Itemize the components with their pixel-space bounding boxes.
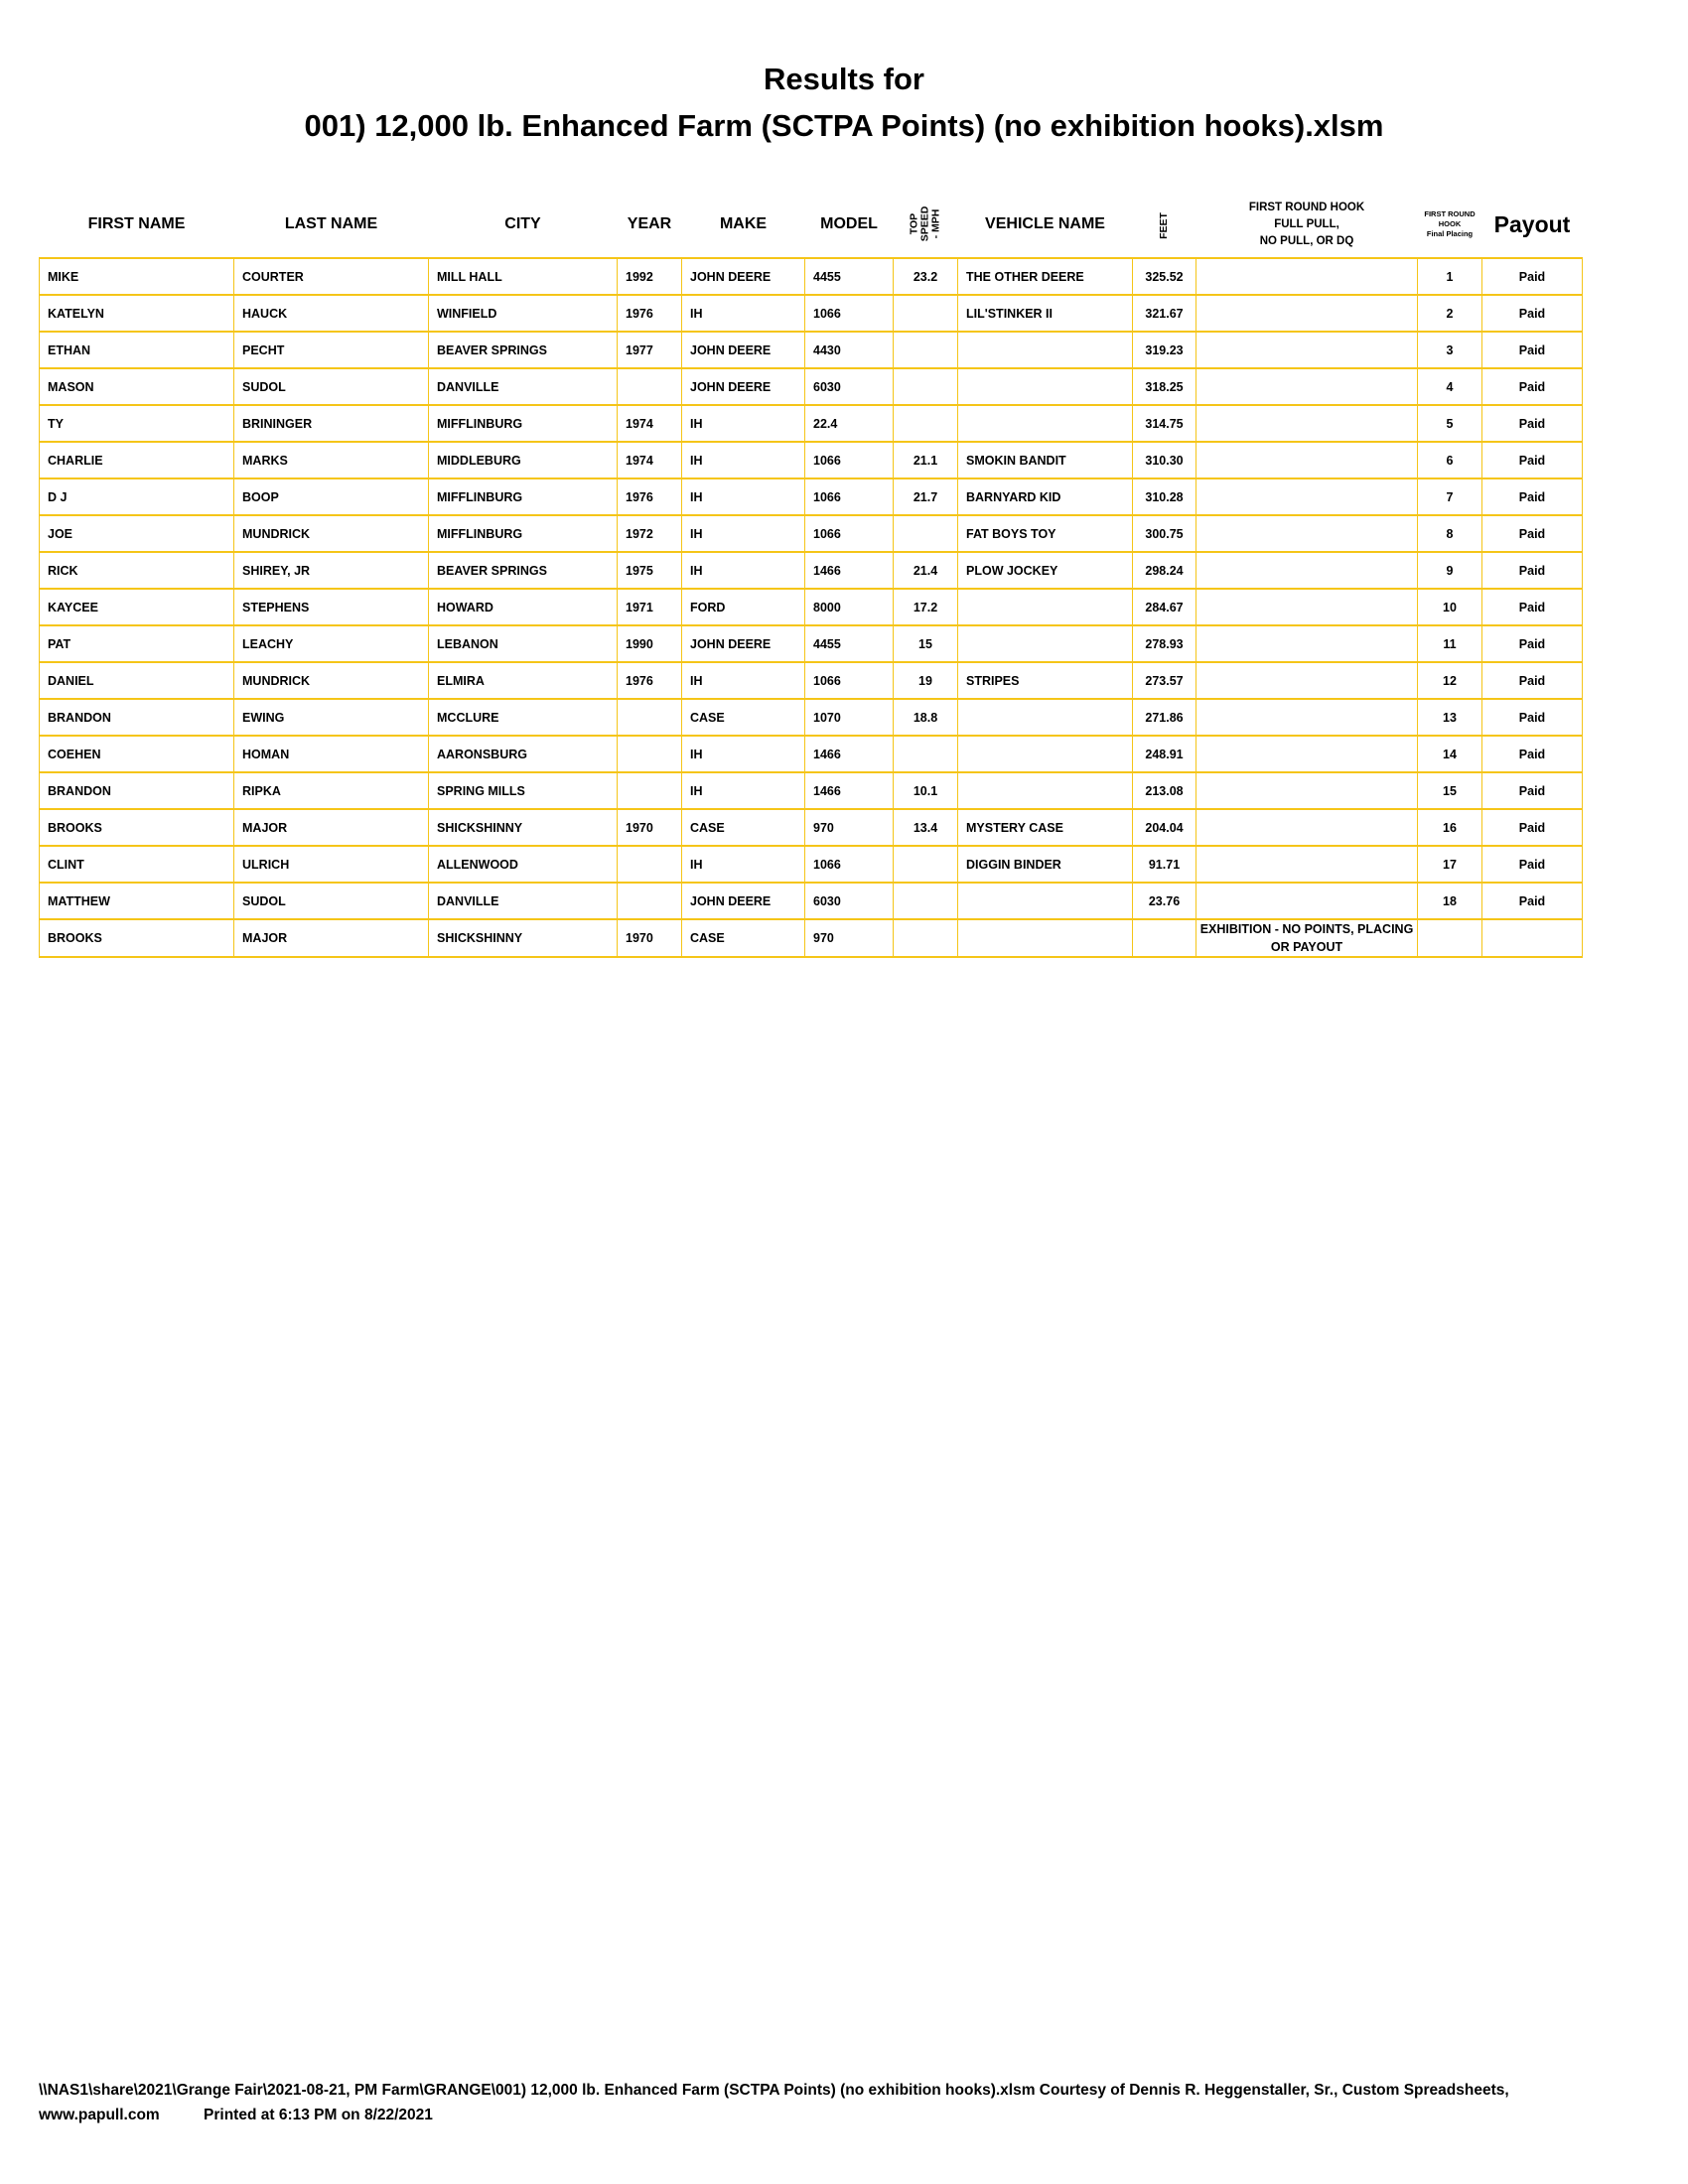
year-cell: 1971 — [618, 589, 682, 625]
vehicle-name-cell — [958, 736, 1133, 772]
feet-cell: 284.67 — [1133, 589, 1196, 625]
table-row — [40, 332, 1583, 368]
col-header-feet: FEET — [1133, 192, 1196, 258]
city-cell: HOWARD — [429, 589, 618, 625]
placing-cell: 11 — [1418, 625, 1482, 662]
make-cell: IH — [682, 442, 805, 478]
hook-status-cell — [1196, 846, 1418, 883]
first-name-cell: BROOKS — [40, 809, 234, 846]
year-cell — [618, 883, 682, 919]
make-cell: CASE — [682, 919, 805, 957]
last-name-cell: BOOP — [234, 478, 429, 515]
city-cell: LEBANON — [429, 625, 618, 662]
model-cell: 1066 — [805, 846, 894, 883]
vehicle-name-cell: SMOKIN BANDIT — [958, 442, 1133, 478]
top-speed-cell: 17.2 — [894, 589, 958, 625]
payout-cell — [1482, 919, 1583, 957]
model-cell: 4455 — [805, 625, 894, 662]
model-cell: 1066 — [805, 662, 894, 699]
make-cell: IH — [682, 846, 805, 883]
feet-cell: 23.76 — [1133, 883, 1196, 919]
top-speed-cell — [894, 368, 958, 405]
top-speed-cell — [894, 846, 958, 883]
make-cell: IH — [682, 515, 805, 552]
table-row — [40, 699, 1583, 736]
year-cell: 1974 — [618, 405, 682, 442]
header-row — [40, 192, 1583, 258]
feet-cell: 273.57 — [1133, 662, 1196, 699]
hook-status-cell: EXHIBITION - NO POINTS, PLACING OR PAYOUT — [1196, 919, 1418, 957]
city-cell: MILL HALL — [429, 258, 618, 295]
vehicle-name-cell: STRIPES — [958, 662, 1133, 699]
table-row — [40, 552, 1583, 589]
table-row — [40, 883, 1583, 919]
table-row — [40, 772, 1583, 809]
make-cell: JOHN DEERE — [682, 258, 805, 295]
feet-cell — [1133, 919, 1196, 957]
year-cell: 1976 — [618, 662, 682, 699]
vehicle-name-cell — [958, 405, 1133, 442]
year-cell — [618, 846, 682, 883]
payout-cell: Paid — [1482, 809, 1583, 846]
make-cell: IH — [682, 478, 805, 515]
vehicle-name-cell: LIL'STINKER II — [958, 295, 1133, 332]
vehicle-name-cell — [958, 589, 1133, 625]
city-cell: BEAVER SPRINGS — [429, 332, 618, 368]
first-name-cell: DANIEL — [40, 662, 234, 699]
model-cell: 970 — [805, 919, 894, 957]
vehicle-name-cell — [958, 625, 1133, 662]
year-cell: 1976 — [618, 295, 682, 332]
placing-cell: 10 — [1418, 589, 1482, 625]
top-speed-cell: 10.1 — [894, 772, 958, 809]
last-name-cell: MAJOR — [234, 919, 429, 957]
top-speed-cell — [894, 405, 958, 442]
results-body — [40, 258, 1583, 957]
col-header-payout: Payout — [1482, 192, 1583, 258]
hook-status-cell — [1196, 809, 1418, 846]
make-cell: CASE — [682, 699, 805, 736]
placing-cell: 18 — [1418, 883, 1482, 919]
col-header-top-speed: TOP SPEED - MPH — [894, 192, 958, 258]
vehicle-name-cell: DIGGIN BINDER — [958, 846, 1133, 883]
report-subtitle: 001) 12,000 lb. Enhanced Farm (SCTPA Points) (no exhibition hooks).xlsm — [304, 108, 1384, 143]
table-row — [40, 625, 1583, 662]
payout-cell: Paid — [1482, 772, 1583, 809]
col-header-first-name: FIRST NAME — [40, 192, 234, 258]
city-cell: ALLENWOOD — [429, 846, 618, 883]
payout-cell: Paid — [1482, 405, 1583, 442]
hook-status-cell — [1196, 699, 1418, 736]
last-name-cell: SUDOL — [234, 368, 429, 405]
hook-status-cell — [1196, 552, 1418, 589]
year-cell: 1970 — [618, 919, 682, 957]
placing-cell: 17 — [1418, 846, 1482, 883]
table-row — [40, 515, 1583, 552]
city-cell: SHICKSHINNY — [429, 809, 618, 846]
col-header-year: YEAR — [618, 192, 682, 258]
payout-cell: Paid — [1482, 258, 1583, 295]
make-cell: IH — [682, 772, 805, 809]
year-cell — [618, 736, 682, 772]
first-name-cell: KATELYN — [40, 295, 234, 332]
feet-cell: 319.23 — [1133, 332, 1196, 368]
last-name-cell: STEPHENS — [234, 589, 429, 625]
model-cell: 1066 — [805, 442, 894, 478]
last-name-cell: HAUCK — [234, 295, 429, 332]
top-speed-cell: 19 — [894, 662, 958, 699]
col-header-make: MAKE — [682, 192, 805, 258]
vehicle-name-cell — [958, 883, 1133, 919]
feet-cell: 321.67 — [1133, 295, 1196, 332]
city-cell: DANVILLE — [429, 368, 618, 405]
make-cell: IH — [682, 405, 805, 442]
col-header-model: MODEL — [805, 192, 894, 258]
payout-cell: Paid — [1482, 589, 1583, 625]
last-name-cell: ULRICH — [234, 846, 429, 883]
col-header-last-name: LAST NAME — [234, 192, 429, 258]
city-cell: MIFFLINBURG — [429, 515, 618, 552]
top-speed-cell — [894, 295, 958, 332]
col-header-first-round-hook: FIRST ROUND HOOK FULL PULL, NO PULL, OR DQ — [1196, 192, 1418, 258]
make-cell: IH — [682, 295, 805, 332]
top-speed-cell: 18.8 — [894, 699, 958, 736]
first-name-cell: CHARLIE — [40, 442, 234, 478]
first-name-cell: BRANDON — [40, 699, 234, 736]
top-speed-cell — [894, 515, 958, 552]
top-speed-cell: 15 — [894, 625, 958, 662]
col-header-city: CITY — [429, 192, 618, 258]
city-cell: SHICKSHINNY — [429, 919, 618, 957]
make-cell: JOHN DEERE — [682, 625, 805, 662]
feet-cell: 298.24 — [1133, 552, 1196, 589]
year-cell: 1972 — [618, 515, 682, 552]
feet-cell: 318.25 — [1133, 368, 1196, 405]
last-name-cell: LEACHY — [234, 625, 429, 662]
last-name-cell: COURTER — [234, 258, 429, 295]
model-cell: 1066 — [805, 295, 894, 332]
city-cell: MIFFLINBURG — [429, 478, 618, 515]
model-cell: 4430 — [805, 332, 894, 368]
model-cell: 8000 — [805, 589, 894, 625]
feet-cell: 325.52 — [1133, 258, 1196, 295]
table-row — [40, 478, 1583, 515]
feet-cell: 271.86 — [1133, 699, 1196, 736]
table-row — [40, 368, 1583, 405]
placing-cell: 5 — [1418, 405, 1482, 442]
city-cell: AARONSBURG — [429, 736, 618, 772]
placing-cell: 9 — [1418, 552, 1482, 589]
feet-cell: 310.28 — [1133, 478, 1196, 515]
placing-cell: 4 — [1418, 368, 1482, 405]
last-name-cell: BRININGER — [234, 405, 429, 442]
table-row — [40, 846, 1583, 883]
placing-cell: 1 — [1418, 258, 1482, 295]
first-name-cell: TY — [40, 405, 234, 442]
hook-status-cell — [1196, 736, 1418, 772]
city-cell: SPRING MILLS — [429, 772, 618, 809]
hook-status-cell — [1196, 442, 1418, 478]
col-header-final-placing: FIRST ROUND HOOK Final Placing — [1418, 192, 1482, 258]
model-cell: 6030 — [805, 368, 894, 405]
payout-cell: Paid — [1482, 332, 1583, 368]
model-cell: 1066 — [805, 515, 894, 552]
feet-cell: 213.08 — [1133, 772, 1196, 809]
make-cell: JOHN DEERE — [682, 368, 805, 405]
year-cell — [618, 772, 682, 809]
payout-cell: Paid — [1482, 515, 1583, 552]
payout-cell: Paid — [1482, 295, 1583, 332]
table-row — [40, 919, 1583, 957]
make-cell: IH — [682, 552, 805, 589]
first-name-cell: MIKE — [40, 258, 234, 295]
vehicle-name-cell: PLOW JOCKEY — [958, 552, 1133, 589]
payout-cell: Paid — [1482, 552, 1583, 589]
payout-cell: Paid — [1482, 662, 1583, 699]
page-footer — [39, 2078, 1618, 2127]
hook-status-cell — [1196, 515, 1418, 552]
table-row — [40, 405, 1583, 442]
feet-cell: 248.91 — [1133, 736, 1196, 772]
hook-status-cell — [1196, 368, 1418, 405]
vehicle-name-cell: THE OTHER DEERE — [958, 258, 1133, 295]
top-speed-cell: 13.4 — [894, 809, 958, 846]
top-speed-cell — [894, 736, 958, 772]
model-cell: 1070 — [805, 699, 894, 736]
last-name-cell: MUNDRICK — [234, 662, 429, 699]
model-cell: 1066 — [805, 478, 894, 515]
placing-cell: 3 — [1418, 332, 1482, 368]
city-cell: MIFFLINBURG — [429, 405, 618, 442]
year-cell — [618, 368, 682, 405]
vehicle-name-cell — [958, 772, 1133, 809]
hook-status-cell — [1196, 625, 1418, 662]
top-speed-cell: 23.2 — [894, 258, 958, 295]
top-speed-cell: 21.7 — [894, 478, 958, 515]
year-cell: 1990 — [618, 625, 682, 662]
first-name-cell: ETHAN — [40, 332, 234, 368]
vehicle-name-cell — [958, 368, 1133, 405]
hook-status-cell — [1196, 405, 1418, 442]
city-cell: BEAVER SPRINGS — [429, 552, 618, 589]
last-name-cell: PECHT — [234, 332, 429, 368]
model-cell: 1466 — [805, 552, 894, 589]
make-cell: IH — [682, 736, 805, 772]
first-name-cell: CLINT — [40, 846, 234, 883]
placing-cell: 13 — [1418, 699, 1482, 736]
first-name-cell: BROOKS — [40, 919, 234, 957]
year-cell — [618, 699, 682, 736]
last-name-cell: MAJOR — [234, 809, 429, 846]
make-cell: IH — [682, 662, 805, 699]
first-name-cell: BRANDON — [40, 772, 234, 809]
feet-cell: 204.04 — [1133, 809, 1196, 846]
table-row — [40, 258, 1583, 295]
payout-cell: Paid — [1482, 478, 1583, 515]
payout-cell: Paid — [1482, 883, 1583, 919]
feet-cell: 314.75 — [1133, 405, 1196, 442]
vehicle-name-cell: BARNYARD KID — [958, 478, 1133, 515]
first-name-cell: COEHEN — [40, 736, 234, 772]
top-speed-cell: 21.1 — [894, 442, 958, 478]
city-cell: MIDDLEBURG — [429, 442, 618, 478]
report-title: Results for — [764, 62, 924, 96]
last-name-cell: MARKS — [234, 442, 429, 478]
first-name-cell: MASON — [40, 368, 234, 405]
hook-status-cell — [1196, 883, 1418, 919]
model-cell: 4455 — [805, 258, 894, 295]
placing-cell: 14 — [1418, 736, 1482, 772]
top-speed-cell — [894, 883, 958, 919]
year-cell: 1992 — [618, 258, 682, 295]
model-cell: 970 — [805, 809, 894, 846]
city-cell: ELMIRA — [429, 662, 618, 699]
make-cell: JOHN DEERE — [682, 883, 805, 919]
table-row — [40, 589, 1583, 625]
placing-cell: 8 — [1418, 515, 1482, 552]
last-name-cell: SUDOL — [234, 883, 429, 919]
table-row — [40, 809, 1583, 846]
placing-cell: 2 — [1418, 295, 1482, 332]
table-row — [40, 736, 1583, 772]
payout-cell: Paid — [1482, 625, 1583, 662]
last-name-cell: HOMAN — [234, 736, 429, 772]
placing-cell: 16 — [1418, 809, 1482, 846]
first-name-cell: JOE — [40, 515, 234, 552]
city-cell: WINFIELD — [429, 295, 618, 332]
placing-cell — [1418, 919, 1482, 957]
last-name-cell: MUNDRICK — [234, 515, 429, 552]
make-cell: JOHN DEERE — [682, 332, 805, 368]
top-speed-cell: 21.4 — [894, 552, 958, 589]
year-cell: 1970 — [618, 809, 682, 846]
first-name-cell: MATTHEW — [40, 883, 234, 919]
last-name-cell: SHIREY, JR — [234, 552, 429, 589]
make-cell: FORD — [682, 589, 805, 625]
vehicle-name-cell: FAT BOYS TOY — [958, 515, 1133, 552]
results-table — [39, 192, 1583, 958]
top-speed-cell — [894, 919, 958, 957]
table-row — [40, 442, 1583, 478]
last-name-cell: EWING — [234, 699, 429, 736]
feet-cell: 278.93 — [1133, 625, 1196, 662]
col-header-vehicle-name: VEHICLE NAME — [958, 192, 1133, 258]
top-speed-cell — [894, 332, 958, 368]
first-name-cell: PAT — [40, 625, 234, 662]
first-name-cell: D J — [40, 478, 234, 515]
placing-cell: 12 — [1418, 662, 1482, 699]
vehicle-name-cell: MYSTERY CASE — [958, 809, 1133, 846]
hook-status-cell — [1196, 589, 1418, 625]
year-cell: 1974 — [618, 442, 682, 478]
feet-cell: 310.30 — [1133, 442, 1196, 478]
hook-status-cell — [1196, 332, 1418, 368]
make-cell: CASE — [682, 809, 805, 846]
hook-status-cell — [1196, 258, 1418, 295]
city-cell: MCCLURE — [429, 699, 618, 736]
hook-status-cell — [1196, 478, 1418, 515]
model-cell: 1466 — [805, 772, 894, 809]
hook-status-cell — [1196, 295, 1418, 332]
feet-cell: 300.75 — [1133, 515, 1196, 552]
first-name-cell: KAYCEE — [40, 589, 234, 625]
model-cell: 22.4 — [805, 405, 894, 442]
year-cell: 1977 — [618, 332, 682, 368]
city-cell: DANVILLE — [429, 883, 618, 919]
model-cell: 6030 — [805, 883, 894, 919]
hook-status-cell — [1196, 662, 1418, 699]
placing-cell: 7 — [1418, 478, 1482, 515]
payout-cell: Paid — [1482, 846, 1583, 883]
payout-cell: Paid — [1482, 736, 1583, 772]
first-name-cell: RICK — [40, 552, 234, 589]
footer-printed-timestamp: Printed at 6:13 PM on 8/22/2021 — [204, 2107, 433, 2123]
vehicle-name-cell — [958, 919, 1133, 957]
table-row — [40, 662, 1583, 699]
vehicle-name-cell — [958, 699, 1133, 736]
table-row — [40, 295, 1583, 332]
last-name-cell: RIPKA — [234, 772, 429, 809]
hook-status-cell — [1196, 772, 1418, 809]
payout-cell: Paid — [1482, 442, 1583, 478]
placing-cell: 6 — [1418, 442, 1482, 478]
model-cell: 1466 — [805, 736, 894, 772]
placing-cell: 15 — [1418, 772, 1482, 809]
year-cell: 1975 — [618, 552, 682, 589]
payout-cell: Paid — [1482, 699, 1583, 736]
year-cell: 1976 — [618, 478, 682, 515]
footer-file-path: \\NAS1\share\2021\Grange Fair\2021-08-21, PM Farm\GRANGE\001) 12,000 lb. Enhanced Farm (SCTPA Points) (no exhibition hooks).xlsm Courtesy of Dennis R. Heggenstaller, Sr., Custom Spreadsheets, www.papull.com — [39, 2082, 1509, 2123]
feet-cell: 91.71 — [1133, 846, 1196, 883]
vehicle-name-cell — [958, 332, 1133, 368]
payout-cell: Paid — [1482, 368, 1583, 405]
